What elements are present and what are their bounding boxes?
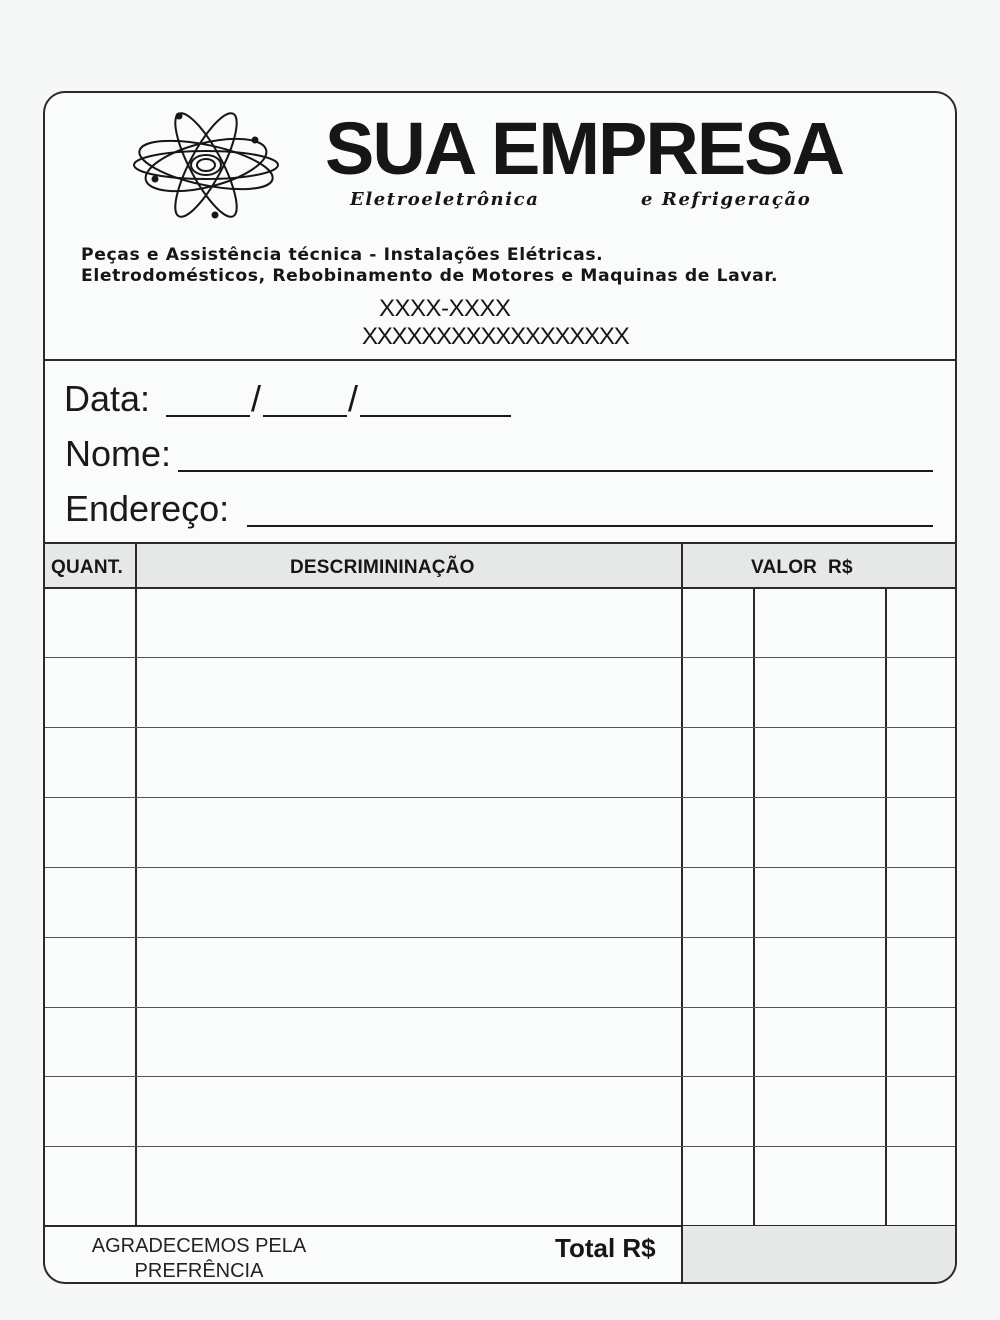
column-divider-value-2 — [885, 587, 887, 1226]
table-row[interactable] — [45, 1007, 955, 1008]
contact-email: XXXXXXXXXXXXXXXXXX — [362, 323, 629, 350]
header-divider — [45, 359, 955, 361]
total-value-box[interactable] — [683, 1226, 955, 1282]
date-separator-1: / — [251, 378, 262, 419]
column-header-value: VALOR R$ — [751, 557, 853, 578]
column-divider-description — [681, 544, 683, 1284]
total-divider — [681, 1226, 683, 1284]
thanks-message — [79, 1234, 319, 1284]
column-header-description: DESCRIMININAÇÃO — [290, 557, 475, 578]
name-field[interactable] — [178, 470, 933, 472]
table-row[interactable] — [45, 937, 955, 938]
date-month-field[interactable] — [263, 415, 347, 417]
column-divider-quantity — [135, 544, 137, 1226]
date-year-field[interactable] — [360, 415, 511, 417]
name-label: Nome: — [65, 433, 172, 474]
services-description — [81, 245, 778, 287]
address-field[interactable] — [247, 525, 933, 527]
table-row[interactable] — [45, 797, 955, 798]
company-subtitle-right: e Refrigeração — [641, 189, 812, 210]
table-row[interactable] — [45, 867, 955, 868]
date-day-field[interactable] — [166, 415, 250, 417]
table-row[interactable] — [45, 1146, 955, 1147]
table-header-bottom — [45, 587, 955, 589]
service-order-form — [43, 91, 957, 1284]
date-separator-2: / — [348, 378, 359, 419]
company-subtitle-left: Eletroeletrônica — [350, 189, 540, 210]
atom-icon — [131, 104, 281, 226]
company-name: SUA EMPRESA — [325, 107, 844, 190]
table-row[interactable] — [45, 727, 955, 728]
column-header-quantity: QUANT. — [51, 557, 123, 578]
table-row[interactable] — [45, 657, 955, 658]
total-label: Total R$ — [555, 1233, 656, 1263]
table-row[interactable] — [45, 1076, 955, 1077]
phone-number: XXXX-XXXX — [379, 295, 511, 322]
date-label: Data: — [64, 378, 151, 419]
services-line-1: Peças e Assistência técnica - Instalações Elétricas. — [81, 245, 604, 265]
services-line-2: Eletrodomésticos, Rebobinamento de Motores e Maquinas de Lavar. — [81, 266, 779, 286]
column-divider-value-1 — [753, 587, 755, 1226]
thanks-line-2: PREFRÊNCIA — [134, 1260, 264, 1282]
address-label: Endereço: — [65, 488, 230, 529]
thanks-line-1: AGRADECEMOS PELA — [91, 1235, 307, 1257]
